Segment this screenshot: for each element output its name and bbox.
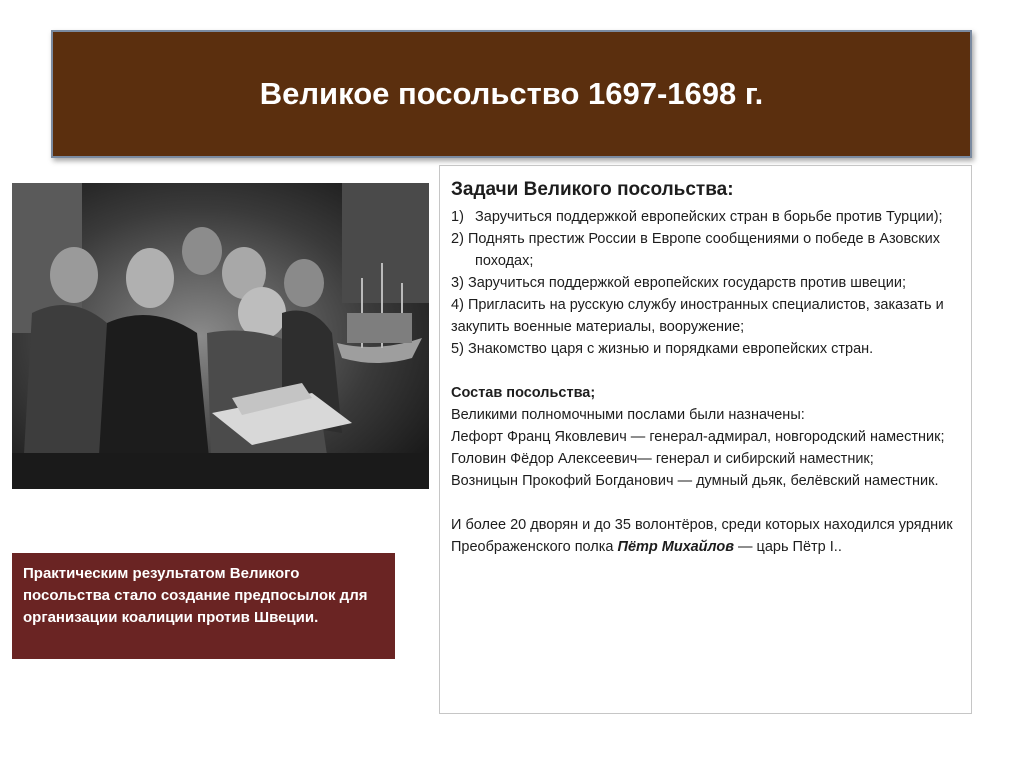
task-item bbox=[451, 294, 959, 338]
envoy-item: Лефорт Франц Яковлевич — генерал-адмирал, новгородский наместник; bbox=[451, 429, 945, 445]
spacer bbox=[451, 492, 959, 514]
task-text: Заручиться поддержкой европейских стран в борьбе против Турции); bbox=[475, 209, 943, 225]
spacer bbox=[451, 360, 959, 382]
composition-intro: Великими полномочными послами были назначены: bbox=[451, 407, 805, 423]
task-item bbox=[451, 228, 959, 272]
engraving-image bbox=[12, 183, 429, 489]
task-text: Пригласить на русскую службу иностранных специалистов, заказать и закупить военные материалы, вооружение; bbox=[451, 297, 944, 335]
volunteers-after: — царь Пётр I.. bbox=[733, 539, 842, 555]
tasks-heading: Задачи Великого посольства: bbox=[451, 179, 734, 200]
task-number: 1) bbox=[451, 209, 464, 225]
volunteers-name: Пётр Михайлов bbox=[617, 539, 734, 555]
slide-title: Великое посольство 1697-1698 г. bbox=[259, 76, 764, 111]
task-item bbox=[451, 338, 959, 360]
result-text: Практическим результатом Великого посольства стало создание предпосылок для организации коалиции против Швеции. bbox=[23, 565, 368, 626]
envoy-item: Возницын Прокофий Богданович — думный дьяк, белёвский наместник. bbox=[451, 473, 939, 489]
task-number: 2) bbox=[451, 231, 464, 247]
task-number: 5) bbox=[451, 341, 464, 357]
content-textbox bbox=[439, 165, 972, 714]
task-text: Знакомство царя с жизнью и порядками европейских стран. bbox=[467, 341, 874, 357]
task-text: Заручиться поддержкой европейских государств против швеции; bbox=[467, 275, 906, 291]
title-banner bbox=[51, 30, 972, 158]
result-box bbox=[12, 553, 395, 659]
volunteers-before: И более 20 дворян и до 35 волонтёров, среди которых находился урядник Преображенского полка bbox=[451, 517, 953, 555]
task-text: Поднять престиж России в Европе сообщениями о победе в Азовских походах; bbox=[467, 231, 940, 269]
task-number: 4) bbox=[451, 297, 464, 313]
composition-heading: Состав посольства; bbox=[451, 385, 596, 401]
task-item bbox=[451, 272, 959, 294]
task-item bbox=[451, 206, 959, 228]
task-number: 3) bbox=[451, 275, 464, 291]
volunteers-text bbox=[451, 514, 959, 558]
envoy-item: Головин Фёдор Алексеевич— генерал и сибирский наместник; bbox=[451, 451, 874, 467]
